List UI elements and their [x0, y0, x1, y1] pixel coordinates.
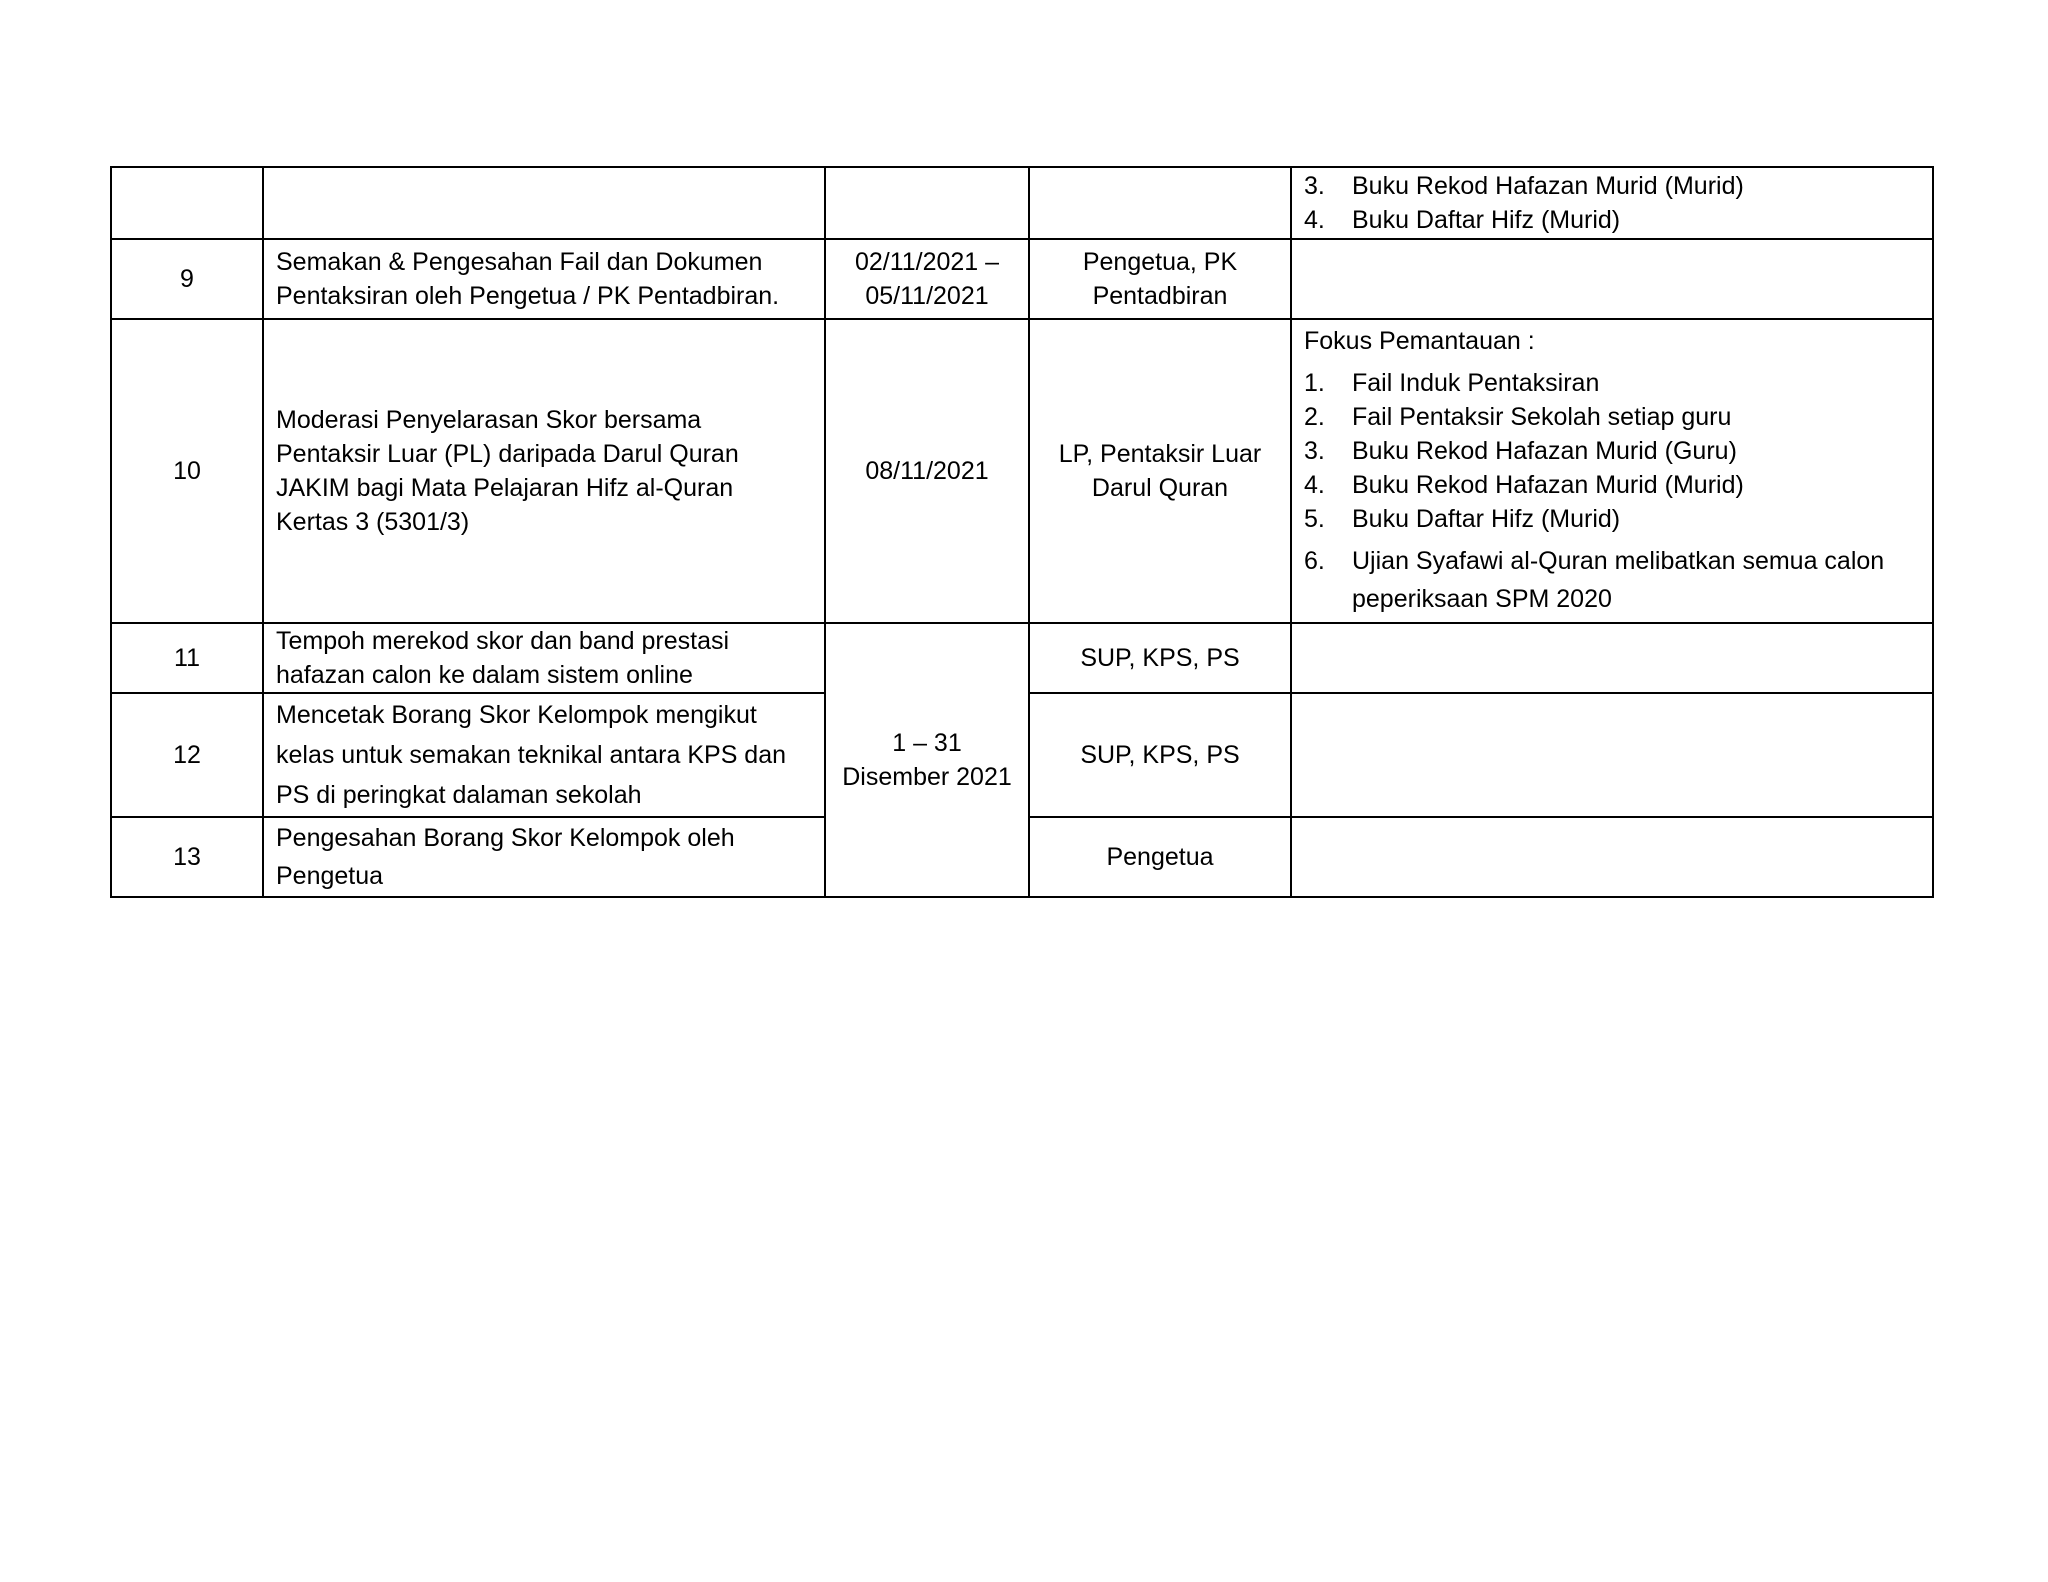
responsible-cell: SUP, KPS, PS: [1029, 693, 1291, 817]
activity-cell: Semakan & Pengesahan Fail dan Dokumen Pentaksiran oleh Pengetua / PK Pentadbiran.: [263, 239, 825, 319]
row-number-cell: [111, 167, 263, 239]
responsible-cell: LP, Pentaksir Luar Darul Quran: [1029, 319, 1291, 623]
responsible-cell: [1029, 167, 1291, 239]
list-item: [1304, 366, 1920, 400]
activity-cell: Pengesahan Borang Skor Kelompok oleh Pengetua: [263, 817, 825, 897]
responsible-cell: Pengetua, PK Pentadbiran: [1029, 239, 1291, 319]
activity-cell: Tempoh merekod skor dan band prestasi hafazan calon ke dalam sistem online: [263, 623, 825, 693]
list-number: 4.: [1304, 206, 1325, 234]
table-row: [111, 623, 1933, 693]
activity-cell: Moderasi Penyelarasan Skor bersama Pentaksir Luar (PL) daripada Darul Quran JAKIM bagi Mata Pelajaran Hifz al-Quran Kertas 3 (5301/3): [263, 319, 825, 623]
activity-cell: [263, 167, 825, 239]
list-text: Buku Rekod Hafazan Murid (Murid): [1352, 172, 1744, 200]
list-item: [1304, 502, 1920, 536]
list-text: Buku Daftar Hifz (Murid): [1352, 505, 1621, 533]
notes-cell: [1291, 693, 1933, 817]
notes-cell: [1291, 167, 1933, 239]
row-number-cell: 12: [111, 693, 263, 817]
row-number-cell: 10: [111, 319, 263, 623]
list-item: [1304, 203, 1920, 237]
schedule-table: [110, 166, 1934, 898]
date-cell: 1 – 31 Disember 2021: [825, 623, 1029, 897]
table-row: [111, 167, 1933, 239]
date-cell: 02/11/2021 – 05/11/2021: [825, 239, 1029, 319]
list-number: 2.: [1304, 403, 1325, 431]
notes-list: [1304, 366, 1920, 618]
row-number-cell: 13: [111, 817, 263, 897]
notes-cell: [1291, 623, 1933, 693]
list-text: Buku Daftar Hifz (Murid): [1352, 206, 1621, 234]
responsible-cell: Pengetua: [1029, 817, 1291, 897]
list-text: Fail Induk Pentaksiran: [1352, 369, 1600, 397]
notes-cell: [1291, 319, 1933, 623]
date-cell: [825, 167, 1029, 239]
list-number: 6.: [1304, 547, 1325, 575]
notes-heading: Fokus Pemantauan :: [1304, 327, 1535, 355]
row-number-cell: 9: [111, 239, 263, 319]
notes-cell: [1291, 817, 1933, 897]
responsible-cell: SUP, KPS, PS: [1029, 623, 1291, 693]
list-number: 1.: [1304, 369, 1325, 397]
list-item: [1304, 434, 1920, 468]
list-number: 3.: [1304, 437, 1325, 465]
table-row: [111, 239, 1933, 319]
row-number-cell: 11: [111, 623, 263, 693]
activity-cell: Mencetak Borang Skor Kelompok mengikut kelas untuk semakan teknikal antara KPS dan PS di peringkat dalaman sekolah: [263, 693, 825, 817]
list-number: 3.: [1304, 172, 1325, 200]
list-text: Buku Rekod Hafazan Murid (Murid): [1352, 471, 1744, 499]
list-item: [1304, 542, 1920, 618]
list-number: 4.: [1304, 471, 1325, 499]
list-text: Ujian Syafawi al-Quran melibatkan semua calon peperiksaan SPM 2020: [1352, 547, 1885, 613]
notes-list: [1304, 169, 1920, 237]
list-text: Buku Rekod Hafazan Murid (Guru): [1352, 437, 1737, 465]
list-item: [1304, 468, 1920, 502]
list-number: 5.: [1304, 505, 1325, 533]
list-item: [1304, 400, 1920, 434]
notes-cell: [1291, 239, 1933, 319]
table-row: [111, 319, 1933, 623]
list-text: Fail Pentaksir Sekolah setiap guru: [1352, 403, 1732, 431]
list-item: [1304, 169, 1920, 203]
date-cell: 08/11/2021: [825, 319, 1029, 623]
